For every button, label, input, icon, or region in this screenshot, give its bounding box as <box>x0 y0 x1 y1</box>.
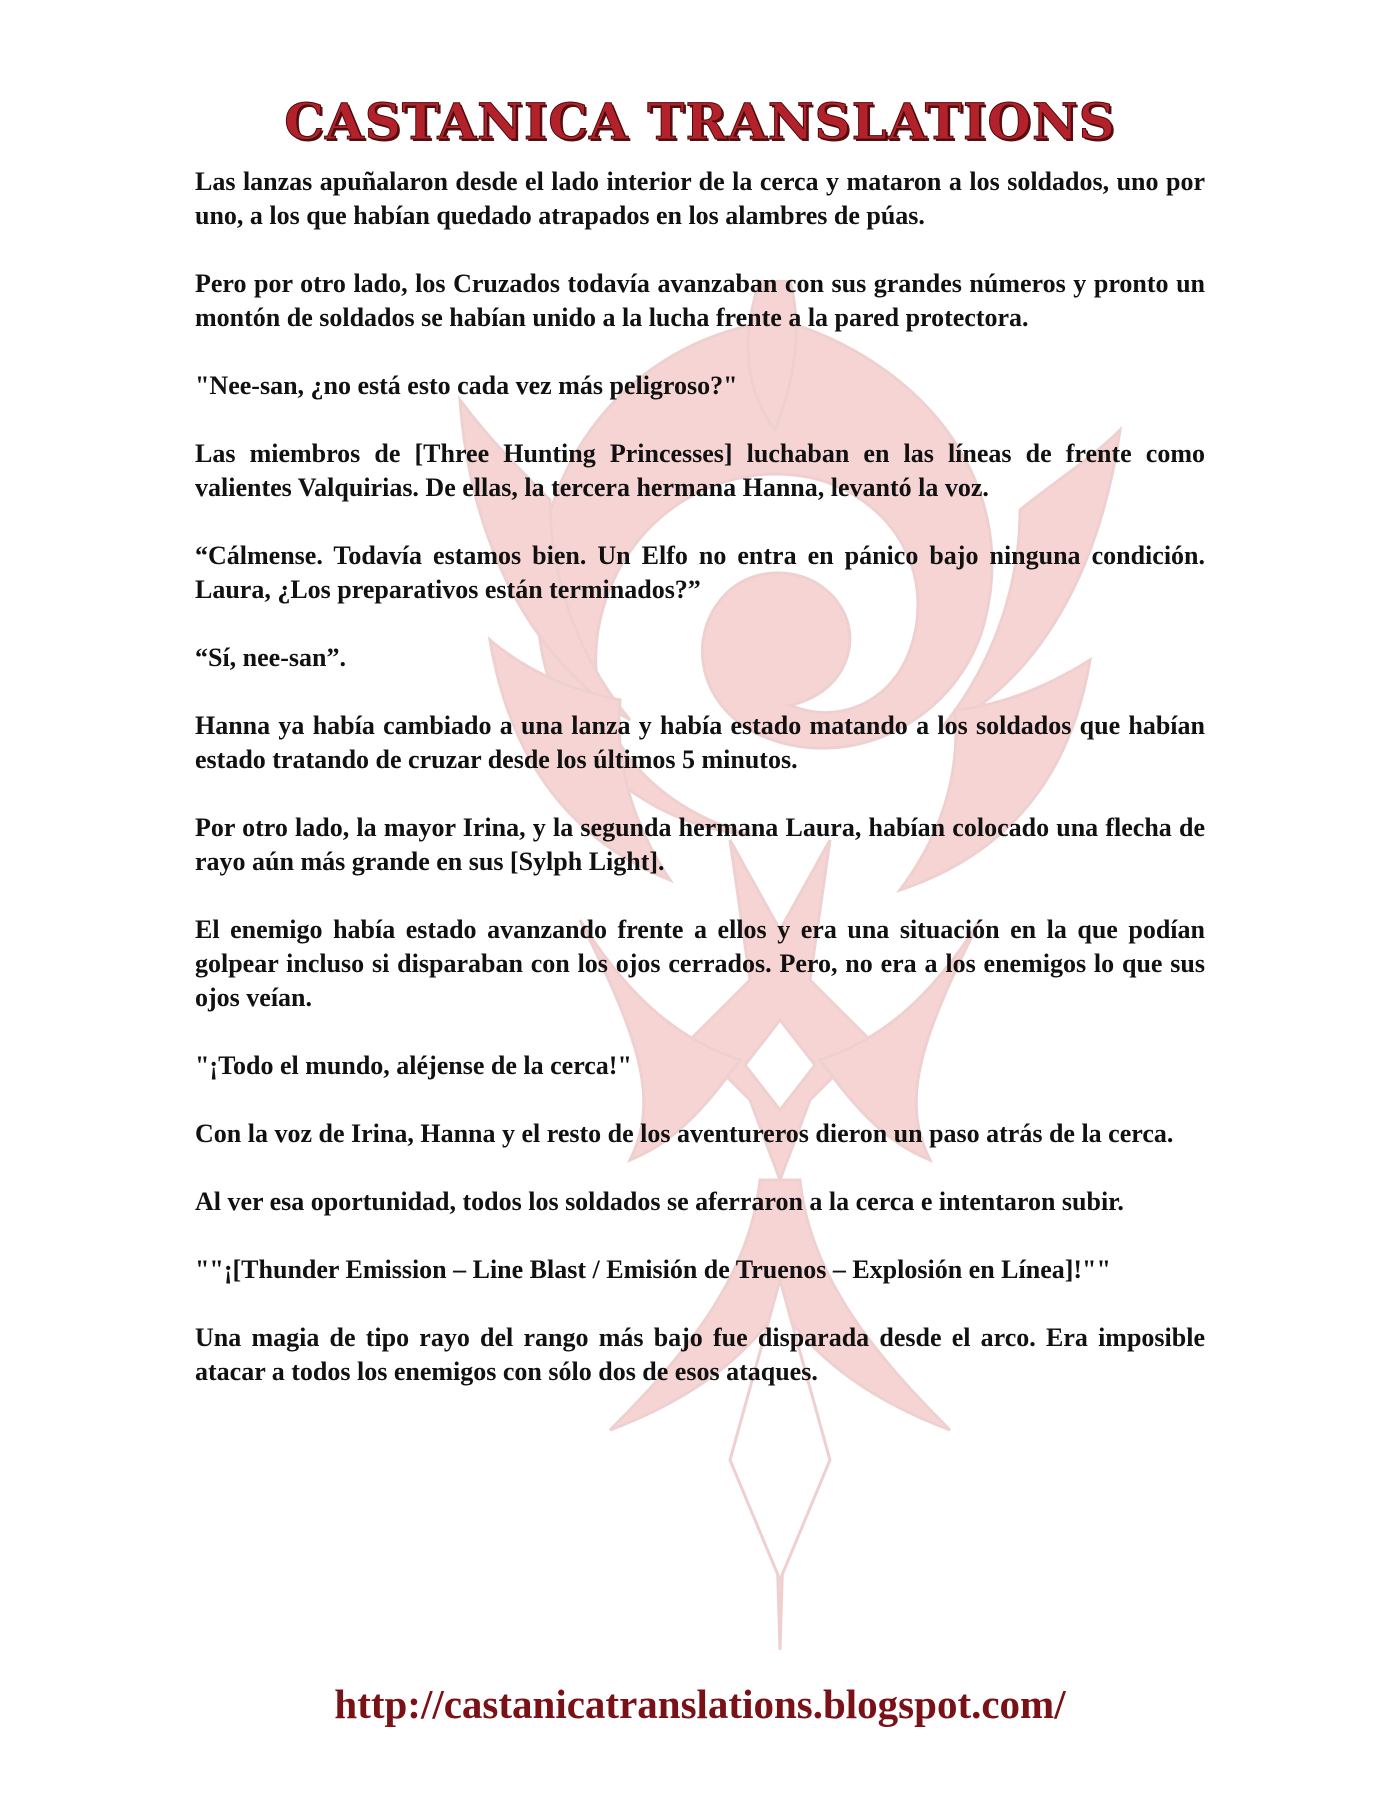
paragraph: “Sí, nee-san”. <box>195 643 346 672</box>
paragraph: “Cálmense. Todavía estamos bien. Un Elfo no entra en pánico bajo ninguna condición. Laura, ¿Los preparativos están terminados?” <box>195 541 1205 604</box>
paragraph: Una magia de tipo rayo del rango más bajo fue disparada desde el arco. Era imposible atacar a todos los enemigos con sólo dos de esos ataques. <box>195 1323 1205 1386</box>
blog-url-link[interactable]: http://castanicatranslations.blogspot.com/ <box>334 1681 1066 1727</box>
paragraph: Hanna ya había cambiado a una lanza y había estado matando a los soldados que habían estado tratando de cruzar desde los últimos 5 minutos. <box>195 711 1205 774</box>
paragraph: Las lanzas apuñalaron desde el lado interior de la cerca y mataron a los soldados, uno por uno, a los que habían quedado atrapados en los alambres de púas. <box>195 167 1205 230</box>
paragraph: "¡Todo el mundo, aléjense de la cerca!" <box>195 1051 632 1080</box>
paragraph: "Nee-san, ¿no está esto cada vez más peligroso?" <box>195 371 738 400</box>
paragraph: Por otro lado, la mayor Irina, y la segunda hermana Laura, habían colocado una flecha de rayo aún más grande en sus [Sylph Light]. <box>195 813 1205 876</box>
paragraph: El enemigo había estado avanzando frente a ellos y era una situación en la que podían golpear incluso si disparaban con los ojos cerrados. Pero, no era a los enemigos lo que sus ojos veían. <box>195 915 1205 1012</box>
paragraph: Pero por otro lado, los Cruzados todavía avanzaban con sus grandes números y pronto un montón de soldados se habían unido a la lucha frente a la pared protectora. <box>195 269 1205 332</box>
site-title: CASTANICA TRANSLATIONS <box>284 92 1116 151</box>
chapter-text <box>195 165 1205 1423</box>
paragraph: Con la voz de Irina, Hanna y el resto de los aventureros dieron un paso atrás de la cerca. <box>195 1119 1174 1148</box>
paragraph: Las miembros de [Three Hunting Princesses] luchaban en las líneas de frente como valientes Valquirias. De ellas, la tercera hermana Hanna, levantó la voz. <box>195 439 1205 502</box>
paragraph: ""¡[Thunder Emission – Line Blast / Emisión de Truenos – Explosión en Línea]!"" <box>195 1255 1111 1284</box>
paragraph: Al ver esa oportunidad, todos los soldados se aferraron a la cerca e intentaron subir. <box>195 1187 1124 1216</box>
